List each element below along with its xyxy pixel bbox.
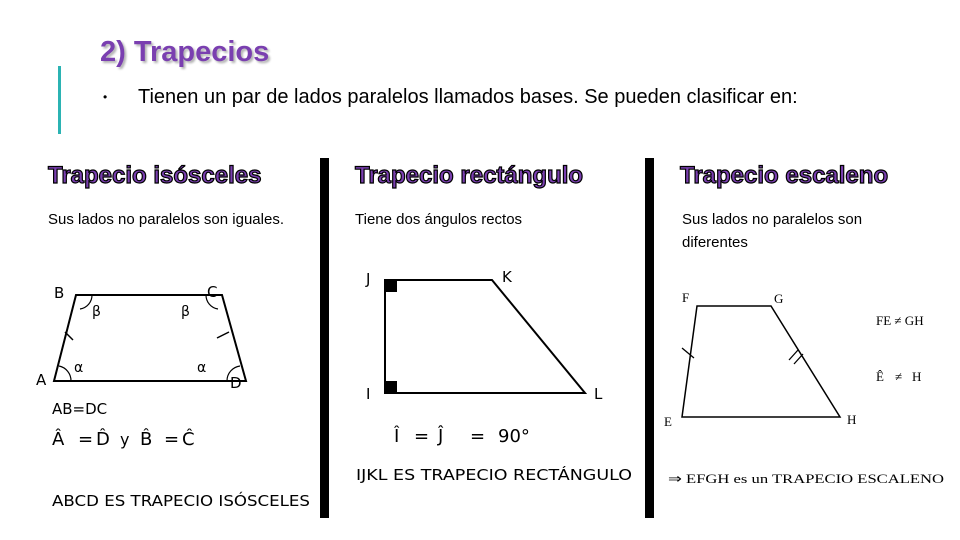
- bullet-dot: •: [103, 90, 108, 104]
- relation-angle-h: H: [912, 369, 922, 384]
- label-i: I: [366, 385, 371, 403]
- equal-tick-right: [217, 332, 229, 338]
- column-divider-2: [645, 158, 654, 518]
- equation-equals-1: =: [414, 426, 430, 447]
- label-k: K: [502, 268, 512, 286]
- slide-title: 2) Trapecios: [100, 36, 270, 68]
- relation-not-equal: ≠: [895, 369, 903, 384]
- desc-isosceles: Sus lados no paralelos son iguales.: [48, 211, 284, 228]
- heading-rectangulo: Trapecio rectángulo: [355, 162, 584, 189]
- relation-angle-e: Ê: [876, 369, 884, 384]
- right-trapezoid-shape: [385, 280, 585, 393]
- desc-escaleno: Sus lados no paralelos son diferentes: [682, 211, 863, 251]
- right-angle-mark-i: [386, 381, 397, 392]
- equation-sides: AB=DC: [52, 400, 108, 418]
- label-g: G: [774, 291, 784, 306]
- relation-sides: FE ≠ GH: [876, 313, 924, 328]
- equation-angle-a: Â: [52, 429, 65, 450]
- isosceles-trapezoid-figure: [34, 280, 316, 516]
- label-l: L: [594, 385, 603, 403]
- tick-side-fe: [682, 348, 694, 358]
- desc-rectangulo: Tiene dos ángulos rectos: [355, 211, 523, 228]
- tick-side-gh-1: [789, 350, 798, 360]
- equation-angle-b: B̂: [140, 429, 153, 450]
- caption-escaleno: ⇒ EFGH es un TRAPECIO ESCALENO: [668, 471, 944, 486]
- scalene-trapezoid-figure: [660, 286, 950, 490]
- angle-alpha-left: α: [74, 360, 84, 376]
- label-a: A: [36, 371, 47, 389]
- label-b: B: [54, 284, 65, 302]
- heading-escaleno: Trapecio escaleno: [680, 162, 889, 189]
- angle-arc-a: [59, 366, 71, 381]
- equation-right-angle: 90°: [498, 426, 530, 447]
- label-f: F: [682, 290, 690, 305]
- equation-conjunction: y: [120, 430, 130, 449]
- equation-angle-j: Ĵ: [438, 426, 444, 447]
- equation-angle-d: D̂: [96, 429, 110, 450]
- intro-text: Tienen un par de lados paralelos llamados bases. Se pueden clasificar en:: [138, 86, 798, 108]
- equation-equals-2: =: [164, 429, 180, 450]
- label-e: E: [664, 414, 672, 429]
- equation-equals-1: =: [78, 429, 94, 450]
- label-d: D: [230, 374, 242, 392]
- scalene-trapezoid-shape: [682, 306, 840, 417]
- equation-angle-c: Ĉ: [182, 429, 195, 450]
- angle-alpha-right: α: [197, 360, 207, 376]
- tick-side-gh-2: [794, 354, 803, 364]
- angle-arc-b: [80, 295, 92, 309]
- caption-isosceles: ABCD ES TRAPECIO ISÓSCELES: [52, 492, 285, 510]
- angle-beta-left: β: [92, 304, 101, 320]
- angle-beta-right: β: [181, 304, 190, 320]
- accent-bar: [58, 66, 61, 134]
- right-trapezoid-figure: [352, 262, 637, 494]
- label-c: C: [207, 283, 218, 301]
- equation-angle-i: Î: [394, 426, 400, 447]
- right-angle-mark-j: [386, 281, 397, 292]
- heading-isosceles: Trapecio isósceles: [48, 162, 262, 189]
- column-divider-1: [320, 158, 329, 518]
- label-h: H: [847, 412, 857, 427]
- caption-rectangulo: IJKL ES TRAPECIO RECTÁNGULO: [356, 466, 593, 484]
- equation-equals-2: =: [470, 426, 486, 447]
- label-j: J: [366, 270, 371, 288]
